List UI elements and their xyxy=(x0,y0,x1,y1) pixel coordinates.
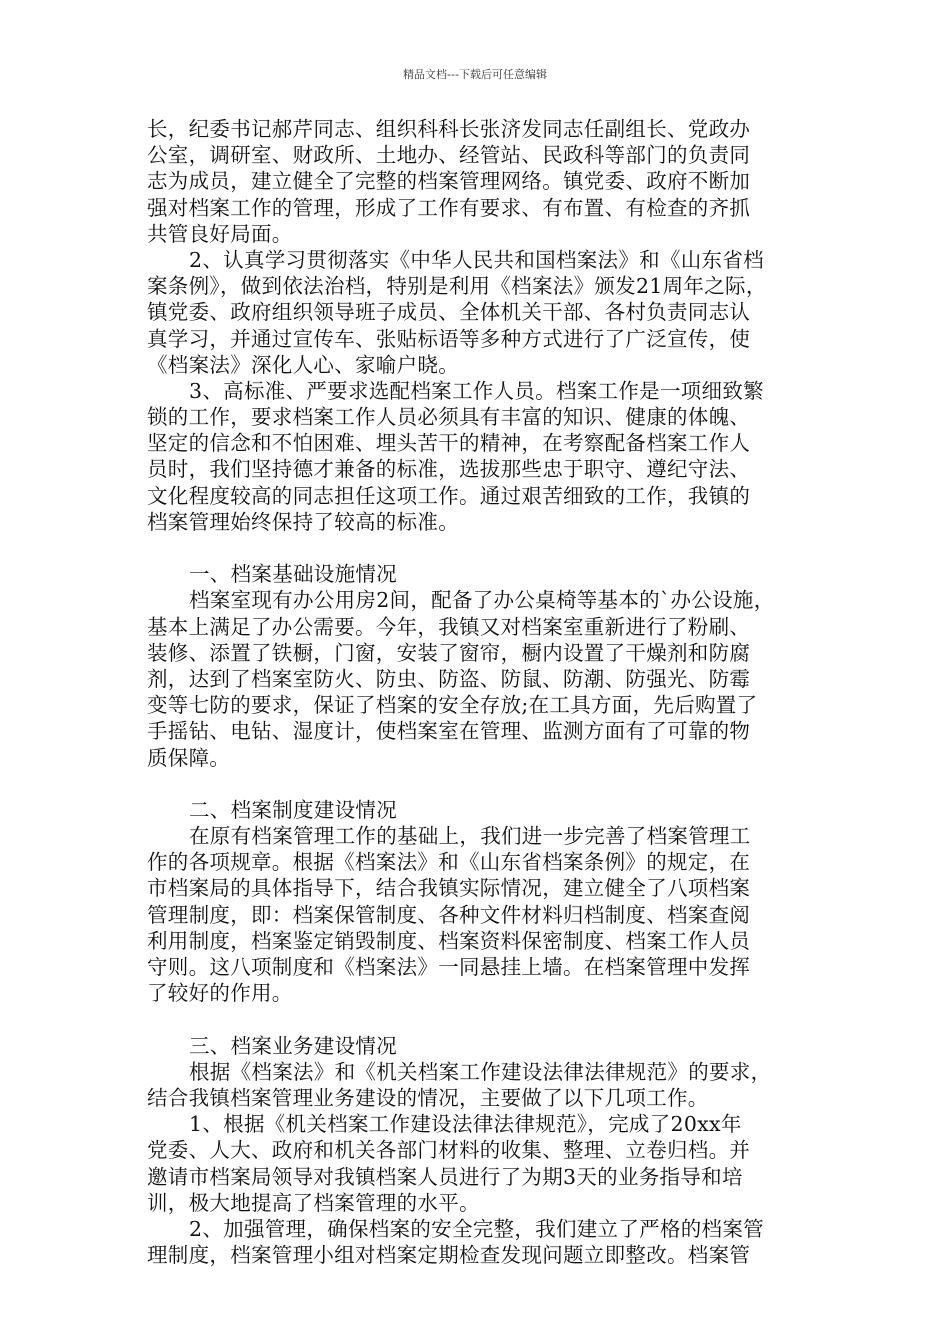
text-line: 2、认真学习贯彻落实《中华人民共和国档案法》和《山东省档 xyxy=(189,247,764,272)
text-line: 镇党委、政府组织领导班子成员、全体机关干部、各村负责同志认 xyxy=(147,300,751,325)
section-heading: 二、档案制度建设情况 xyxy=(189,797,397,822)
text-line: 训，极大地提高了档案管理的水平。 xyxy=(147,1190,480,1215)
text-line: 1、根据《机关档案工作建设法律法律规范》，完成了20xx年 xyxy=(189,1112,742,1137)
paragraph-business-item-1 xyxy=(147,1111,805,1216)
text-line: 员时，我们坚持德才兼备的标准，选拔那些忠于职守、遵纪守法、 xyxy=(147,457,751,482)
text-line: 志为成员，建立健全了完整的档案管理网络。镇党委、政府不断加 xyxy=(147,169,751,194)
section-heading: 三、档案业务建设情况 xyxy=(189,1033,397,1058)
page-header: 精品文档---下载后可任意编辑 xyxy=(403,68,547,81)
paragraph-study-law xyxy=(147,247,805,378)
text-line: 《档案法》深化人心、家喻户晓。 xyxy=(147,352,459,377)
text-line: 真学习，并通过宣传车、张贴标语等多种方式进行了广泛宣传，使 xyxy=(147,326,751,351)
blank-line xyxy=(147,535,805,561)
text-line: 结合我镇档案管理业务建设的情况，主要做了以下几项工作。 xyxy=(147,1085,709,1110)
text-line: 基本上满足了办公需要。今年，我镇又对档案室重新进行了粉刷、 xyxy=(147,614,751,639)
text-line: 手摇钻、电钻、湿度计，使档案室在管理、监测方面有了可靠的物 xyxy=(147,719,751,744)
text-line: 邀请市档案局领导对我镇档案人员进行了为期3天的业务指导和培 xyxy=(147,1164,743,1189)
paragraph-business-intro xyxy=(147,1059,805,1111)
text-line: 装修、添置了铁橱，门窗，安装了窗帘，橱内设置了干燥剂和防腐 xyxy=(147,640,751,665)
paragraph-leadership xyxy=(147,116,805,247)
text-line: 管理制度，即：档案保管制度、各种文件材料归档制度、档案查阅 xyxy=(147,902,751,927)
blank-line xyxy=(147,771,805,797)
section-heading-business xyxy=(147,1033,805,1059)
text-line: 理制度，档案管理小组对档案定期检查发现问题立即整改。档案管 xyxy=(147,1243,751,1268)
paragraph-staff-selection xyxy=(147,378,805,535)
text-line: 强对档案工作的管理，形成了工作有要求、有布置、有检查的齐抓 xyxy=(147,195,751,220)
text-line: 党委、人大、政府和机关各部门材料的收集、整理、立卷归档。并 xyxy=(147,1138,751,1163)
text-line: 坚定的信念和不怕困难、埋头苦干的精神，在考察配备档案工作人 xyxy=(147,431,751,456)
text-line: 剂，达到了档案室防火、防虫、防盗、防鼠、防潮、防强光、防霉 xyxy=(147,666,751,691)
paragraph-system xyxy=(147,823,805,1006)
text-line: 根据《档案法》和《机关档案工作建设法律法律规范》的要求， xyxy=(189,1059,772,1084)
text-line: 公室，调研室、财政所、土地办、经管站、民政科等部门的负责同 xyxy=(147,143,751,168)
text-line: 2、加强管理，确保档案的安全完整，我们建立了严格的档案管 xyxy=(189,1216,764,1241)
paragraph-infrastructure xyxy=(147,587,805,770)
text-line: 在原有档案管理工作的基础上，我们进一步完善了档案管理工 xyxy=(189,824,751,849)
text-line: 3、高标准、严要求选配档案工作人员。档案工作是一项细致繁 xyxy=(189,378,764,403)
paragraph-business-item-2 xyxy=(147,1216,805,1268)
text-line: 利用制度，档案鉴定销毁制度、档案资料保密制度、档案工作人员 xyxy=(147,928,751,953)
text-line: 了较好的作用。 xyxy=(147,981,293,1006)
text-line: 守则。这八项制度和《档案法》一同悬挂上墙。在档案管理中发挥 xyxy=(147,955,751,979)
text-line: 变等七防的要求，保证了档案的安全存放;在工具方面，先后购置了 xyxy=(147,693,758,718)
text-line: 共管良好局面。 xyxy=(147,221,293,246)
document-body xyxy=(147,116,805,1268)
text-line: 长，纪委书记郝芹同志、组织科科长张济发同志任副组长、党政办 xyxy=(147,117,751,141)
text-line: 作的各项规章。根据《档案法》和《山东省档案条例》的规定，在 xyxy=(147,850,751,875)
text-line: 档案室现有办公用房2间，配备了办公桌椅等基本的`办公设施， xyxy=(189,588,775,613)
text-line: 文化程度较高的同志担任这项工作。通过艰苦细致的工作，我镇的 xyxy=(147,483,751,508)
text-line: 质保障。 xyxy=(147,745,231,770)
text-line: 市档案局的具体指导下，结合我镇实际情况，建立健全了八项档案 xyxy=(147,876,751,901)
text-line: 案条例》，做到依法治档，特别是利用《档案法》颁发21周年之际， xyxy=(147,274,767,299)
section-heading: 一、档案基础设施情况 xyxy=(189,562,397,587)
text-line: 锁的工作，要求档案工作人员必须具有丰富的知识、健康的体魄、 xyxy=(147,405,751,430)
text-line: 档案管理始终保持了较高的标准。 xyxy=(147,509,459,534)
section-heading-system xyxy=(147,797,805,823)
section-heading-infrastructure xyxy=(147,561,805,587)
blank-line xyxy=(147,1006,805,1032)
